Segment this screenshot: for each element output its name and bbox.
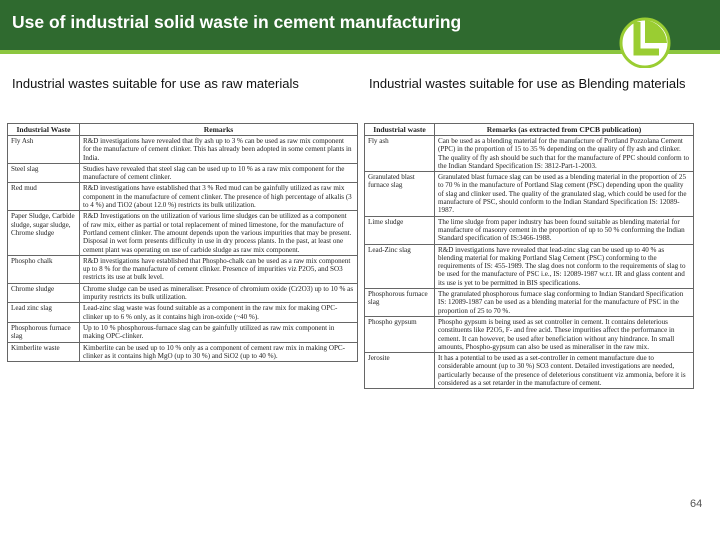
raw-materials-heading: Industrial wastes suitable for use as raw materials [12, 76, 299, 91]
column-header-remarks: Remarks [80, 124, 358, 136]
waste-name: Fly Ash [8, 136, 80, 164]
waste-remarks: It has a potential to be used as a set-controller in cement manufacture due to considerable amount (up to 30 %) SO3 content. Detailed investigations are needed, particularly because of the presence of deleterious constituent viz ammonia, before it is considered as a set retarder in the manufacture of cement. [435, 353, 694, 389]
column-header-waste: Industrial waste [365, 124, 435, 136]
waste-remarks: Lead-zinc slag waste was found suitable as a component in the raw mix for making OPC-clinker up to 6 % only, as it contains high iron-oxide (~40 %). [80, 303, 358, 323]
waste-name: Granulated blast furnace slag [365, 172, 435, 216]
waste-remarks: Granulated blast furnace slag can be used as a blending material in the proportion of 25 to 70 % in the manufacture of Portland Slag cement (PSC) depending upon the quality of slag and clinker used. The quality of the granulated slag, which could be used for the manufacture of PSC, should conform to the Indian Standard Specification IS: 12089-1987. [435, 172, 694, 216]
table-row [8, 283, 358, 303]
table-row [8, 342, 358, 362]
waste-remarks: Phospho gypsum is being used as set controller in cement. It contains deleterious constituents like P2O5, F- and free acid. These impurities affect the performance in cement. It can however, be used after beneficiation without any hindrance. In small amounts, Phospho-gypsum can also be used as mineraliser in the raw mix. [435, 316, 694, 352]
table-row [8, 211, 358, 255]
waste-name: Paper Sludge, Carbide sludge, sugar sludge, Chrome sludge [8, 211, 80, 255]
waste-remarks: R&D investigations have established that 3 % Red mud can be gainfully utilized as raw mix component in the manufacture of cement clinker. The presence of high percentage of alkalis (3 to 4 %) and TiO2 (about 12.0 %) restricts its bulk utilization. [80, 183, 358, 211]
table-row [8, 136, 358, 164]
waste-remarks: R&D investigations have revealed that lead-zinc slag can be used up to 40 % as blending material for making Portland Slag Cement (PSC) conforming to the requirements of IS: 455-1989. The slag does not conform to the requirements of slag to be used for the manufacture of PSC i.e., IS: 12089-1987 w.r.t. IR and glass content and its use is yet to be permitted in BIS specifications. [435, 244, 694, 288]
table-row [8, 183, 358, 211]
table-row [365, 216, 694, 244]
waste-remarks: Kimberlite can be used up to 10 % only as a component of cement raw mix in making OPC-clinker as it contains high MgO (up to 30 %) and SiO2 (up to 40 %). [80, 342, 358, 362]
table-row [365, 244, 694, 288]
table-row [8, 163, 358, 183]
waste-remarks: Can be used as a blending material for the manufacture of Portland Pozzolana Cement (PPC) in the proportion of 15 to 35 % depending on the quality of fly ash and clinker. The quality of fly ash should be such that for the manufacture of PPC should conform to the Indian Standard Specification IS: 3812-Part-1-2003. [435, 136, 694, 172]
waste-remarks: R&D investigations have established that Phospho-chalk can be used as a raw mix component up to 8 % for the manufacture of cement clinker. Presence of impurities viz P2O5, and SO3 restricts its use at bulk level. [80, 255, 358, 283]
table-row [365, 136, 694, 172]
waste-name: Phospho chalk [8, 255, 80, 283]
table-row [365, 353, 694, 389]
waste-name: Phospho gypsum [365, 316, 435, 352]
waste-name: Phosphorous furnace slag [8, 322, 80, 342]
waste-name: Lead-Zinc slag [365, 244, 435, 288]
table-header-row [365, 124, 694, 136]
waste-remarks: Studies have revealed that steel slag can be used up to 10 % as a raw mix component for the manufacture of cement clinker. [80, 163, 358, 183]
leaf-logo-icon [593, 6, 697, 68]
table-row [365, 289, 694, 317]
waste-remarks: R&D investigations have revealed that fly ash up to 3 % can be used as raw mix component for the manufacture of cement clinker. This has already been adopted in some cement plants in India. [80, 136, 358, 164]
raw-materials-table [7, 123, 358, 362]
table-row [8, 303, 358, 323]
blending-materials-table [364, 123, 694, 389]
waste-remarks: R&D Investigations on the utilization of various lime sludges can be utilized as a component of raw mix, either as partial or total replacement of mined limestone, for the manufacture of Portland cement clinker. The amount depends upon the various impurities that may be present. Disposal in wet form presents difficulty in use in dry process plants. In the past, at least one cement plant was operating on use of carbide sludge as raw mix component. [80, 211, 358, 255]
waste-name: Steel slag [8, 163, 80, 183]
waste-name: Chrome sludge [8, 283, 80, 303]
waste-name: Lime sludge [365, 216, 435, 244]
table-row [365, 172, 694, 216]
waste-name: Red mud [8, 183, 80, 211]
table-row [365, 316, 694, 352]
waste-name: Jerosite [365, 353, 435, 389]
blending-materials-heading: Industrial wastes suitable for use as Blending materials [369, 76, 686, 91]
waste-remarks: The lime sludge from paper industry has been found suitable as blending material for manufacture of masonry cement in the proportion of up to 50 % conforming the Indian Standard specification of IS:3466-1988. [435, 216, 694, 244]
page-number: 64 [690, 498, 703, 510]
column-header-remarks: Remarks (as extracted from CPCB publication) [435, 124, 694, 136]
page-title: Use of industrial solid waste in cement manufacturing [12, 12, 462, 32]
table-row [8, 255, 358, 283]
column-header-waste: Industrial Waste [8, 124, 80, 136]
table-row [8, 322, 358, 342]
table-header-row [8, 124, 358, 136]
waste-remarks: Chrome sludge can be used as mineraliser. Presence of chromium oxide (Cr2O3) up to 10 % as impurity restricts its bulk utilization. [80, 283, 358, 303]
waste-remarks: Up to 10 % phosphorous-furnace slag can be gainfully utilized as raw mix component in making OPC-clinker. [80, 322, 358, 342]
waste-remarks: The granulated phosphorous furnace slag conforming to Indian Standard Specification IS: 12089-1987 can be used as a blending material for the manufacture of PSC in the proportion of 25 to 70 %. [435, 289, 694, 317]
waste-name: Kimberlite waste [8, 342, 80, 362]
waste-name: Fly ash [365, 136, 435, 172]
waste-name: Lead zinc slag [8, 303, 80, 323]
waste-name: Phosphorous furnace slag [365, 289, 435, 317]
